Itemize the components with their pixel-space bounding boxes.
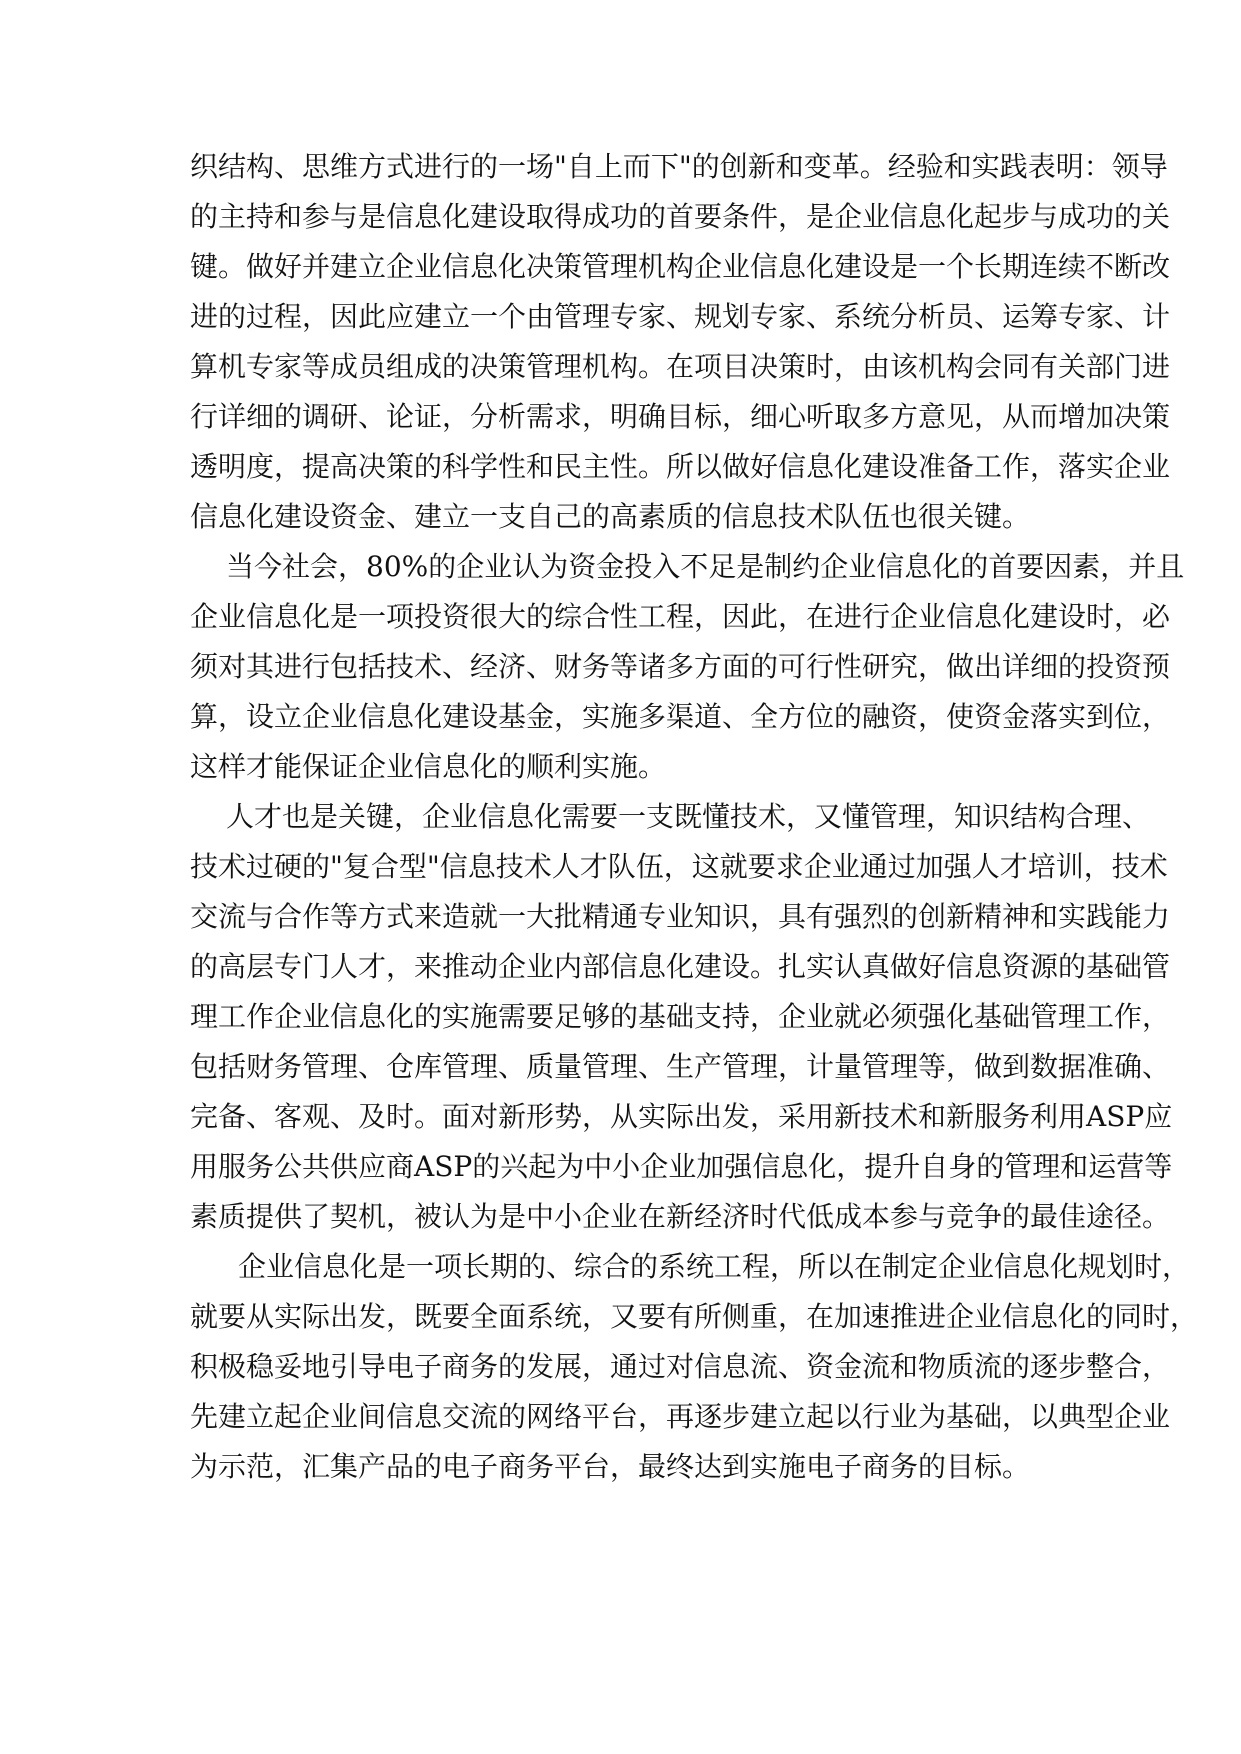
- text-line: 的高层专门人才，来推动企业内部信息化建设。扎实认真做好信息资源的基础管: [190, 950, 1171, 983]
- text-line: 人才也是关键，企业信息化需要一支既懂技术，又懂管理，知识结构合理、: [226, 800, 1151, 833]
- text-line: 包括财务管理、仓库管理、质量管理、生产管理，计量管理等，做到数据准确、: [190, 1050, 1171, 1083]
- body-text: [190, 142, 1199, 1492]
- text-line: 就要从实际出发，既要全面系统，又要有所侧重，在加速推进企业信息化的同时，: [190, 1300, 1199, 1333]
- paragraph: [190, 142, 1171, 542]
- text-line: 当今社会，80%的企业认为资金投入不足是制约企业信息化的首要因素，并且: [226, 550, 1185, 583]
- text-line: 企业信息化是一项投资很大的综合性工程，因此，在进行企业信息化建设时，必: [190, 600, 1171, 633]
- text-line: 须对其进行包括技术、经济、财务等诸多方面的可行性研究，做出详细的投资预: [190, 650, 1171, 683]
- paragraph: [190, 792, 1173, 1242]
- text-line: 完备、客观、及时。面对新形势，从实际出发，采用新技术和新服务利用ASP应: [190, 1100, 1173, 1133]
- text-line: 理工作企业信息化的实施需要足够的基础支持，企业就必须强化基础管理工作，: [190, 1000, 1171, 1033]
- text-line: 积极稳妥地引导电子商务的发展，通过对信息流、资金流和物质流的逐步整合，: [190, 1350, 1171, 1383]
- text-line: 织结构、思维方式进行的一场"自上而下"的创新和变革。经验和实践表明：领导: [190, 150, 1168, 183]
- text-line: 信息化建设资金、建立一支自己的高素质的信息技术队伍也很关键。: [190, 500, 1031, 533]
- text-line: 的主持和参与是信息化建设取得成功的首要条件，是企业信息化起步与成功的关: [190, 200, 1171, 233]
- text-line: 进的过程，因此应建立一个由管理专家、规划专家、系统分析员、运筹专家、计: [190, 300, 1171, 333]
- text-line: 为示范，汇集产品的电子商务平台，最终达到实施电子商务的目标。: [190, 1450, 1031, 1483]
- text-line: 算，设立企业信息化建设基金，实施多渠道、全方位的融资，使资金落实到位，: [190, 700, 1171, 733]
- text-line: 这样才能保证企业信息化的顺利实施。: [190, 750, 667, 783]
- paragraph: [190, 542, 1185, 792]
- text-line: 键。做好并建立企业信息化决策管理机构企业信息化建设是一个长期连续不断改: [190, 250, 1171, 283]
- text-line: 交流与合作等方式来造就一大批精通专业知识，具有强烈的创新精神和实践能力: [190, 900, 1171, 933]
- text-line: 算机专家等成员组成的决策管理机构。在项目决策时，由该机构会同有关部门进: [190, 350, 1171, 383]
- text-line: 素质提供了契机，被认为是中小企业在新经济时代低成本参与竞争的最佳途径。: [190, 1200, 1171, 1233]
- text-line: 先建立起企业间信息交流的网络平台，再逐步建立起以行业为基础，以典型企业: [190, 1400, 1171, 1433]
- text-line: 技术过硬的"复合型"信息技术人才队伍，这就要求企业通过加强人才培训，技术: [190, 850, 1168, 883]
- text-line: 透明度，提高决策的科学性和民主性。所以做好信息化建设准备工作，落实企业: [190, 450, 1171, 483]
- paragraph: [190, 1242, 1199, 1492]
- text-line: 用服务公共供应商ASP的兴起为中小企业加强信息化，提升自身的管理和运营等: [190, 1150, 1173, 1183]
- text-line: 行详细的调研、论证，分析需求，明确目标，细心听取多方意见，从而增加决策: [190, 400, 1171, 433]
- text-line: 企业信息化是一项长期的、综合的系统工程，所以在制定企业信息化规划时，: [238, 1250, 1191, 1283]
